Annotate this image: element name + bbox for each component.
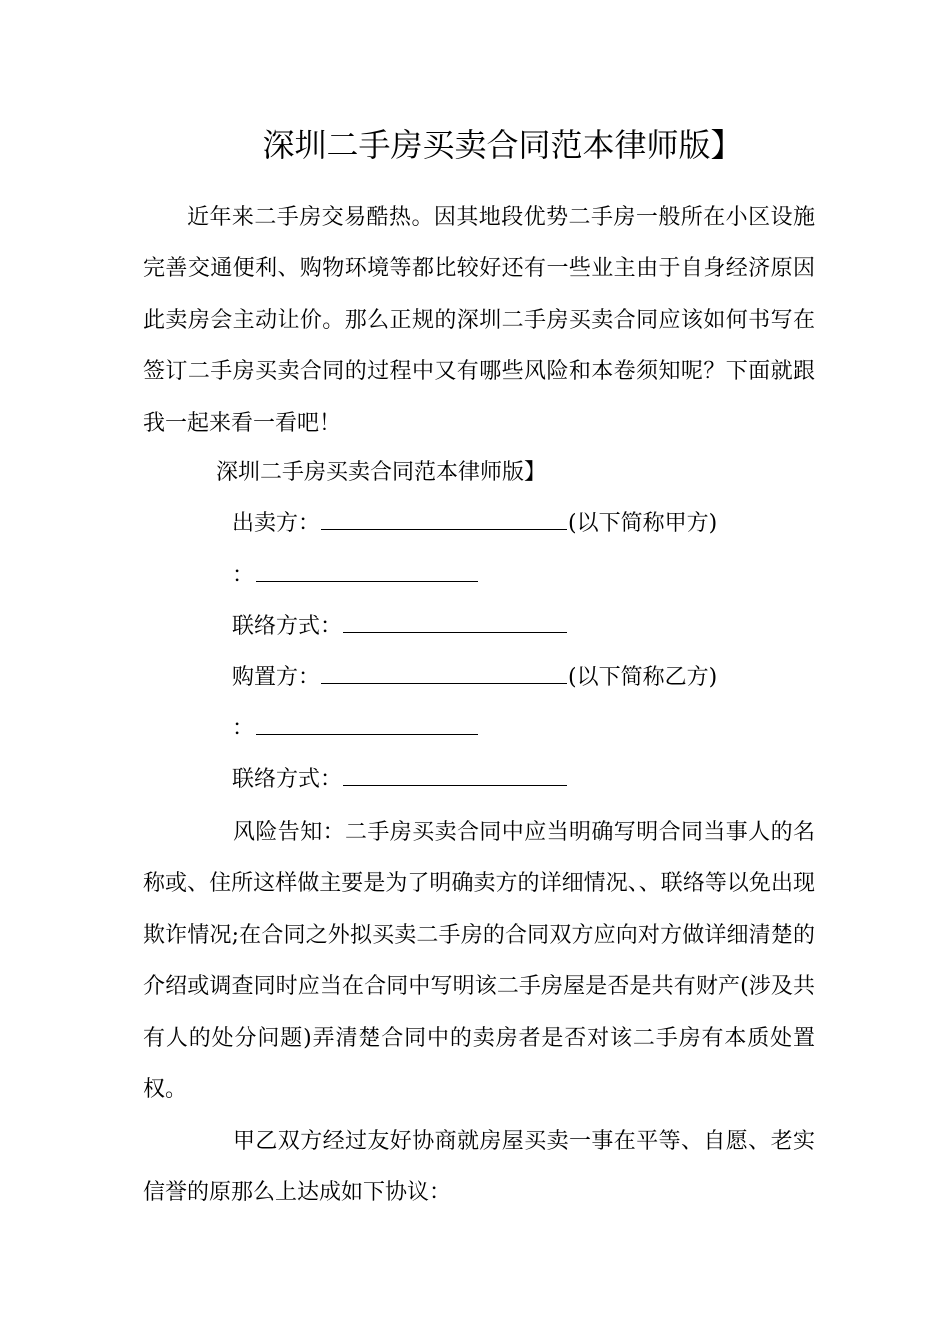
seller-suffix: (以下简称甲方): [568, 511, 718, 536]
buyer-extra-field: [232, 708, 479, 749]
buyer-contact-field: [232, 759, 568, 800]
buyer-contact-blank: [343, 759, 567, 786]
buyer-field: [232, 657, 717, 698]
seller-contact-blank: [343, 606, 567, 633]
seller-label: 出卖方：: [232, 511, 321, 536]
buyer-colon: ：: [232, 716, 255, 741]
seller-blank: [321, 503, 567, 530]
buyer-label: 购置方：: [232, 665, 321, 690]
intro-paragraph: 近年来二手房交易酷热。因其地段优势二手房一般所在小区设施完善交通便利、购物环境等都比较好还有一些业主由于自身经济原因此卖房会主动让价。那么正规的深圳二手房买卖合同应该如何书写在签订二手房买卖合同的过程中又有哪些风险和本卷须知呢？下面就跟我一起来看一看吧！: [143, 205, 815, 436]
document-title: 深圳二手房买卖合同范本律师版】: [262, 126, 743, 164]
buyer-extra-blank: [256, 708, 478, 735]
buyer-contact-label: 联络方式：: [232, 767, 343, 792]
seller-extra-blank: [256, 555, 478, 582]
agreement-paragraph: 甲乙双方经过友好协商就房屋买卖一事在平等、自愿、老实信誉的原那么上达成如下协议：: [143, 1129, 815, 1206]
risk-notice-paragraph: 风险告知：二手房买卖合同中应当明确写明合同当事人的名称或、住所这样做主要是为了明确卖方的详细情况、、联络等以免出现欺诈情况;在合同之外拟买卖二手房的合同双方应向对方做详细清楚的介绍或调查同时应当在合同中写明该二手房屋是否是共有财产(涉及共有人的处分问题)弄清楚合同中的卖房者是否对该二手房有本质处置权。: [143, 820, 815, 1103]
buyer-suffix: (以下简称乙方): [568, 665, 718, 690]
seller-contact-field: [232, 606, 568, 647]
seller-field: [232, 503, 717, 544]
buyer-blank: [321, 657, 567, 684]
contract-subtitle: 深圳二手房买卖合同范本律师版】: [216, 460, 547, 485]
seller-contact-label: 联络方式：: [232, 614, 343, 639]
seller-colon: ：: [232, 563, 255, 588]
seller-extra-field: [232, 555, 479, 596]
